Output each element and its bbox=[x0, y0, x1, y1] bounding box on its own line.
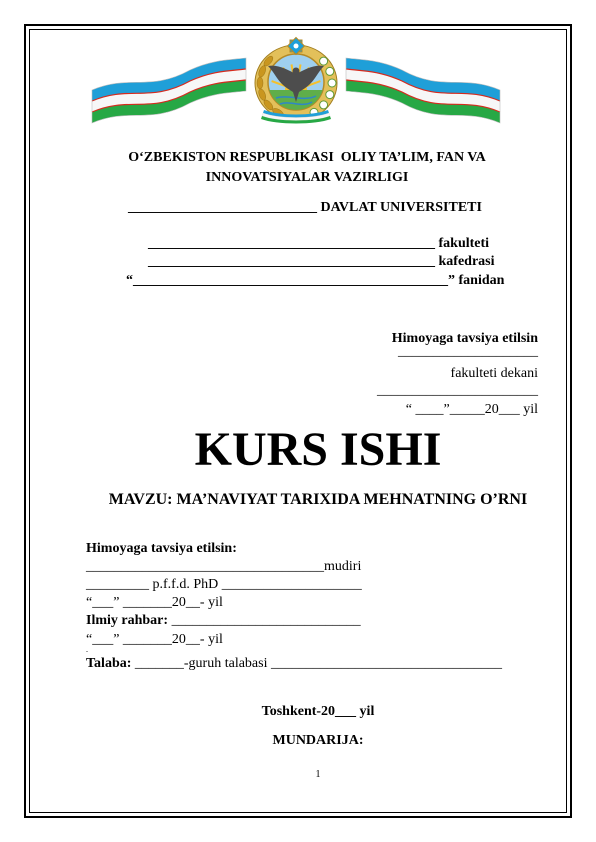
department-blank: _________________________________________ bbox=[148, 254, 435, 269]
subject-blank: _____________________________________________ bbox=[133, 273, 448, 288]
city-year: Toshkent-20___ yil bbox=[261, 704, 375, 719]
department-head-blank: __________________________________ bbox=[86, 559, 324, 574]
flag-left bbox=[92, 58, 246, 123]
ministry-title-line-1: O‘ZBEKISTON RESPUBLIKASI OLIY TA’LIM, FAN VA bbox=[128, 150, 486, 165]
dean-signature-blank: ____________________ bbox=[398, 344, 538, 359]
page-border-inner bbox=[29, 29, 567, 813]
subject-line bbox=[126, 273, 504, 289]
dean-name-blank: _______________________ bbox=[377, 383, 538, 398]
approval-date-1: “___” _______20__- yil bbox=[86, 595, 223, 610]
faculty-blank: _________________________________________ bbox=[148, 236, 435, 251]
subject-open-quote: “ bbox=[126, 273, 133, 288]
department-head-line bbox=[86, 559, 361, 575]
approval-date-2: “___” _______20__- yil bbox=[86, 632, 223, 647]
cotton-boll bbox=[320, 101, 328, 109]
contents-heading: MUNDARIJA: bbox=[272, 733, 364, 748]
document-title: KURS ISHI bbox=[194, 423, 442, 476]
faculty-line bbox=[148, 236, 489, 252]
cotton-boll bbox=[326, 67, 334, 75]
state-emblem bbox=[255, 38, 337, 124]
student-line bbox=[86, 656, 502, 672]
cotton-boll bbox=[320, 57, 328, 65]
advisor-line bbox=[86, 613, 361, 629]
department-line bbox=[148, 254, 495, 270]
dean-label: fakulteti dekani bbox=[450, 366, 538, 381]
university-label: DAVLAT UNIVERSITETI bbox=[317, 200, 482, 215]
student-group-blank: _______-guruh talabasi _________________________________ bbox=[131, 656, 502, 671]
emblem-banner bbox=[0, 0, 596, 132]
approval-left-title: Himoyaga tavsiya etilsin: bbox=[86, 541, 237, 556]
ministry-title-line-2: INNOVATSIYALAR VAZIRLIGI bbox=[205, 170, 409, 185]
emblem-star-icon bbox=[288, 38, 305, 55]
approval-right-title: Himoyaga tavsiya etilsin bbox=[391, 331, 538, 346]
university-line bbox=[128, 200, 482, 216]
cotton-boll bbox=[326, 91, 334, 99]
advisor-blank: ___________________________ bbox=[168, 613, 361, 628]
humo-bird-head bbox=[293, 68, 300, 75]
subject-label: ” fanidan bbox=[448, 273, 505, 288]
cotton-boll bbox=[328, 79, 336, 87]
faculty-label: fakulteti bbox=[435, 236, 490, 251]
advisor-label: Ilmiy rahbar: bbox=[86, 613, 169, 628]
department-head-label: mudiri bbox=[324, 559, 362, 574]
small-mark: . bbox=[86, 645, 88, 654]
flag-right bbox=[346, 58, 500, 123]
wheat-grain bbox=[257, 77, 263, 89]
topic-line: MAVZU: MA’NAVIYAT TARIXIDA MEHNATNING O’RNI bbox=[108, 491, 528, 508]
student-label: Talaba: bbox=[86, 656, 132, 671]
star-center bbox=[294, 44, 299, 49]
department-label: kafedrasi bbox=[435, 254, 495, 269]
degree-line: _________ p.f.f.d. PhD ____________________ bbox=[86, 577, 362, 592]
page-number: 1 bbox=[315, 769, 321, 780]
university-blank: ___________________________ bbox=[128, 200, 317, 215]
approval-right-date: “ ____”_____20___ yil bbox=[405, 402, 538, 417]
